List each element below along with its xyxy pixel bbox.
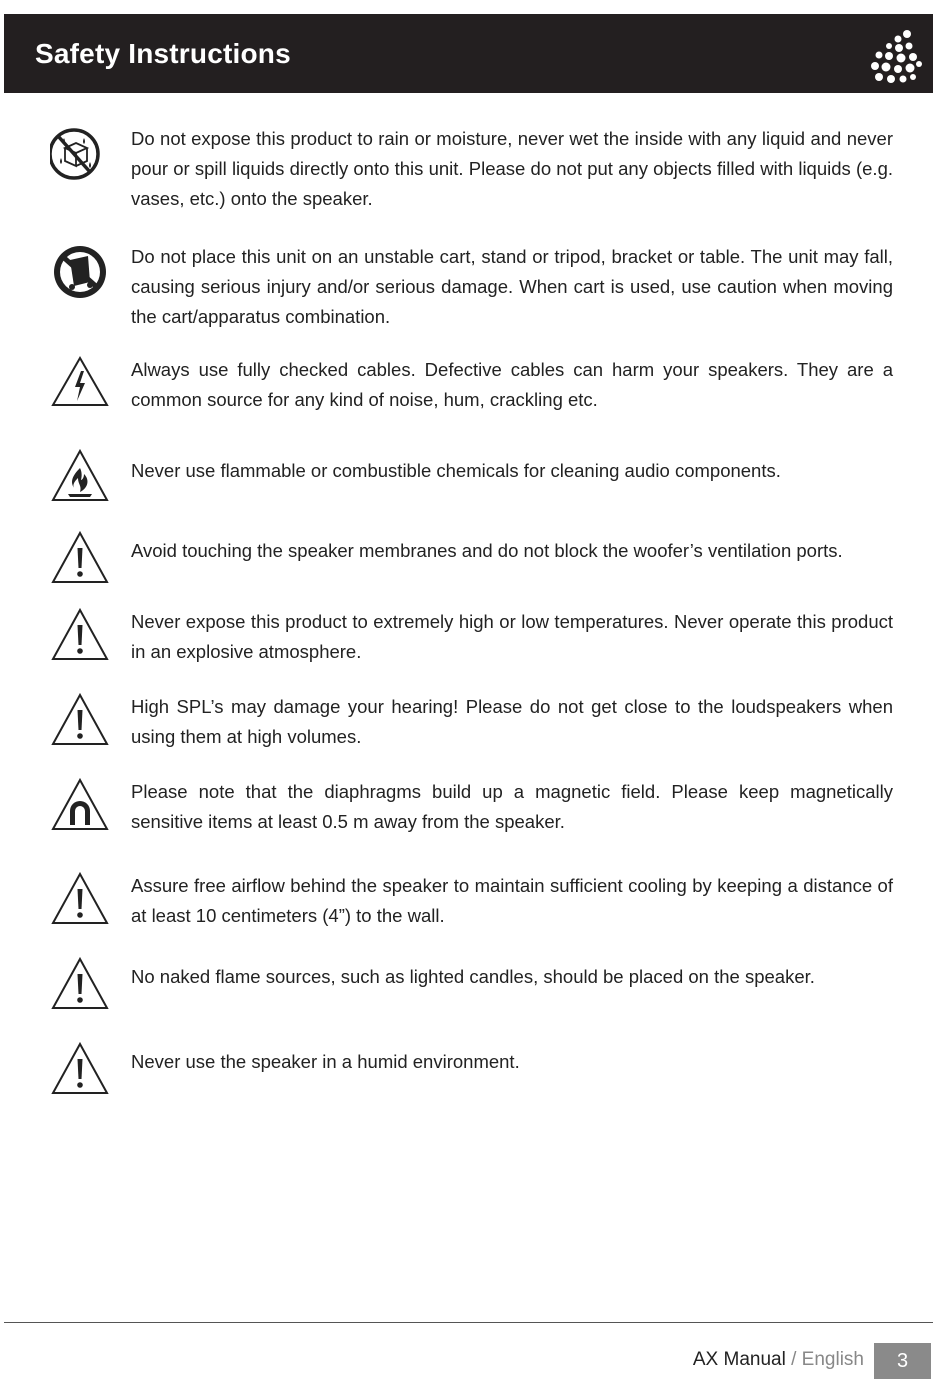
no-liquids-icon <box>50 124 110 184</box>
warning-icon <box>50 871 110 931</box>
safety-text: Never use flammable or combustible chemicals for cleaning audio components. <box>131 460 781 481</box>
warning-icon <box>50 530 110 590</box>
page-number: 3 <box>874 1343 931 1379</box>
footer-divider <box>4 1322 933 1323</box>
manual-name: AX Manual <box>692 1349 786 1370</box>
safety-text: Always use fully checked cables. Defective cables can harm your speakers. They are a common source for any kind of noise, hum, crackling etc. <box>131 359 893 410</box>
page-title: Safety Instructions <box>35 38 291 69</box>
warning-icon <box>50 607 110 667</box>
safety-text: Never expose this product to extremely high or low temperatures. Never operate this product in an explosive atmosphere. <box>131 611 893 662</box>
footer-manual-label <box>693 1349 864 1371</box>
warning-icon <box>50 1041 110 1101</box>
flammable-hazard-icon <box>50 448 110 508</box>
safety-text: No naked flame sources, such as lighted candles, should be placed on the speaker. <box>131 966 815 987</box>
safety-text: Do not place this unit on an unstable cart, stand or tripod, bracket or table. The unit may fall, causing serious injury and/or serious damage. When cart is used, use caution when moving the cart/apparatus combination. <box>131 246 893 327</box>
safety-text: High SPL’s may damage your hearing! Please do not get close to the loudspeakers when using them at high volumes. <box>131 696 893 747</box>
warning-icon <box>50 956 110 1016</box>
safety-text: Avoid touching the speaker membranes and do not block the woofer’s ventilation ports. <box>131 540 843 561</box>
footer-language: English <box>801 1349 864 1370</box>
safety-text: Please note that the diaphragms build up a magnetic field. Please keep magnetically sensitive items at least 0.5 m away from the speaker. <box>131 781 893 832</box>
dots-logo-icon <box>865 28 923 86</box>
safety-text: Do not expose this product to rain or moisture, never wet the inside with any liquid and never pour or spill liquids directly onto this unit. Please do not put any objects filled with liquids (e.g. vases, etc.) onto the speaker. <box>131 128 893 209</box>
footer-separator: / <box>791 1349 797 1370</box>
no-cart-icon <box>50 242 110 302</box>
safety-text: Assure free airflow behind the speaker to maintain sufficient cooling by keeping a distance of at least 10 centimeters (4”) to the wall. <box>131 875 893 926</box>
page-header <box>4 14 933 93</box>
magnetic-field-icon <box>50 777 110 837</box>
electric-hazard-icon <box>50 355 110 415</box>
safety-text: Never use the speaker in a humid environment. <box>131 1051 520 1072</box>
warning-icon <box>50 692 110 752</box>
